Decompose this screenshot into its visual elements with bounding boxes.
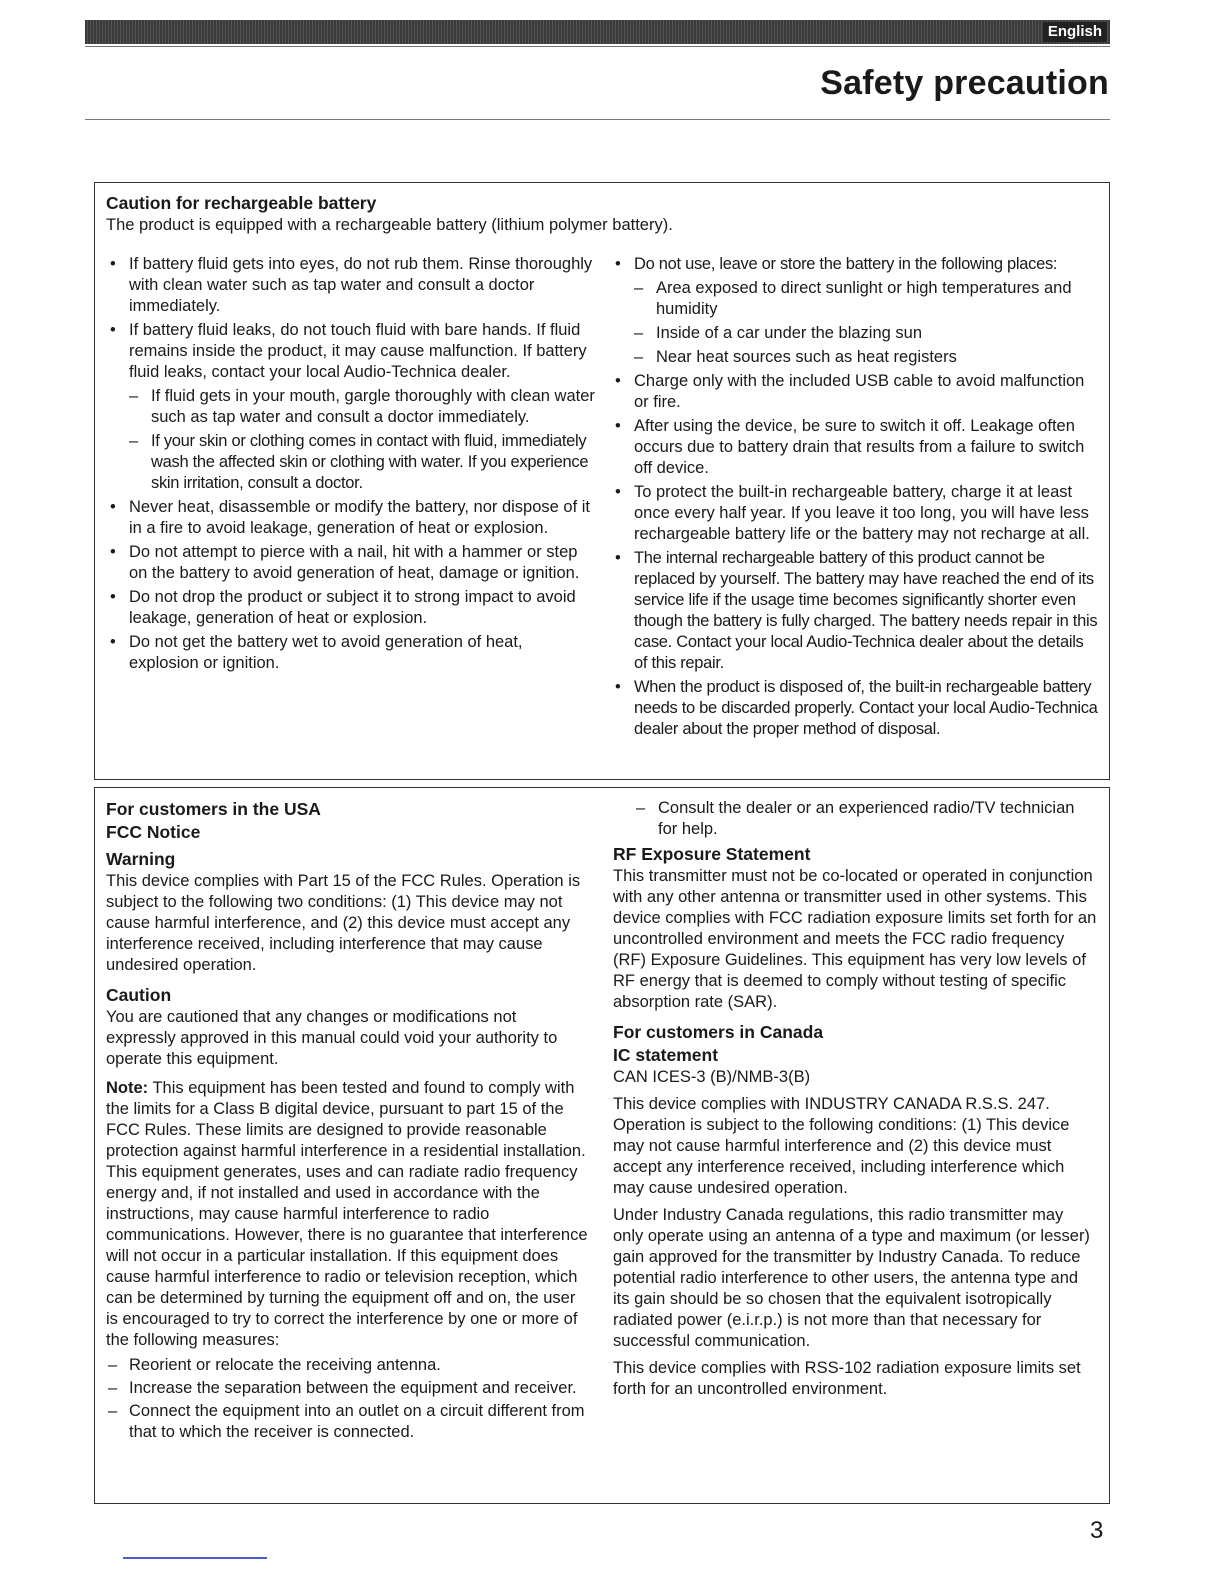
list-subitem: – Near heat sources such as heat registers (611, 347, 1099, 368)
ic-text-3: This device complies with RSS-102 radiation exposure limits set forth for an uncontrolled environment. (613, 1359, 1081, 1398)
note-text: This equipment has been tested and found to comply with the limits for a Class B digital device, pursuant to part 15 of the FCC Rules. These limits are designed to provide reasonable protection against harmful interference in a residential installation. This equipment generates, uses and can radiate radio frequency energy and, if not installed and used in accordance with the instructions, may cause harmful interference to radio communications. However, there is no guarantee that interference will not occur in a particular installation. If this equipment does cause harmful interference to radio or television reception, which can be determined by turning the equipment off and on, the user is encouraged to try to correct the interference by one or more of the following measures: (106, 1079, 588, 1349)
rf-text: This transmitter must not be co-located or operated in conjunction with any other antenna or transmitter used in other systems. This device complies with FCC radiation exposure limits set forth for an uncontrolled environment and meets the FCC radio frequency (RF) Exposure Guidelines. This equipment has very low levels of RF energy that is deemed to comply without testing of specific absorption rate (SAR). (613, 867, 1097, 1011)
fcc-left-column (106, 798, 590, 1445)
measure-item: – Connect the equipment into an outlet on a circuit different from that to which the receiver is connected. (106, 1401, 590, 1443)
list-item: • When the product is disposed of, the built-in rechargeable battery needs to be discarded properly. Contact your local Audio-Technica dealer about the proper method of disposal. (611, 677, 1099, 740)
list-subitem: – Area exposed to direct sunlight or high temperatures and humidity (611, 278, 1099, 320)
list-subitem: – If your skin or clothing comes in contact with fluid, immediately wash the affected skin or clothing with water. If you experience skin irritation, consult a doctor. (106, 431, 596, 494)
measure-item: – Increase the separation between the equipment and receiver. (106, 1378, 590, 1399)
fcc-right-column (613, 798, 1097, 1400)
caution-text: You are cautioned that any changes or modifications not expressly approved in this manual could void your authority to operate this equipment. (106, 1008, 558, 1068)
list-item: • The internal rechargeable battery of this product cannot be replaced by yourself. The battery may have reached the end of its service life if the usage time becomes significantly shorter even though the battery is fully charged. The battery needs repair in this case. Contact your local Audio-Technica dealer about the details of this repair. (611, 548, 1099, 674)
list-item: • Charge only with the included USB cable to avoid malfunction or fire. (611, 371, 1099, 413)
page-title: Safety precaution (820, 64, 1109, 102)
canada-heading: For customers in Canada (613, 1022, 824, 1042)
list-item: • After using the device, be sure to switch it off. Leakage often occurs due to battery drain that results from a failure to switch off device. (611, 416, 1099, 479)
usa-heading: For customers in the USA (106, 799, 321, 819)
caution-heading: Caution (106, 985, 172, 1005)
list-item: • Do not use, leave or store the battery in the following places: (611, 254, 1099, 275)
note-paragraph (106, 1078, 590, 1351)
ic-code: CAN ICES-3 (B)/NMB-3(B) (613, 1068, 811, 1086)
battery-right-column (611, 254, 1099, 743)
ic-heading: IC statement (613, 1045, 719, 1065)
list-subitem: – Inside of a car under the blazing sun (611, 323, 1099, 344)
battery-left-column (106, 254, 596, 677)
page-number: 3 (1090, 1517, 1104, 1544)
battery-header (106, 192, 1096, 236)
list-item: • Do not get the battery wet to avoid generation of heat, explosion or ignition. (106, 632, 596, 674)
list-item: • Do not drop the product or subject it to strong impact to avoid leakage, generation of heat or explosion. (106, 587, 596, 629)
header-bar (85, 20, 1110, 44)
list-item: • If battery fluid leaks, do not touch fluid with bare hands. If fluid remains inside the product, it may cause malfunction. If battery fluid leaks, contact your local Audio-Technica dealer. (106, 320, 596, 383)
ic-text-2: Under Industry Canada regulations, this radio transmitter may only operate using an antenna of a type and maximum (or lesser) gain approved for the transmitter by Industry Canada. To reduce potential radio interference to other users, the antenna type and its gain should be so chosen that the equivalent isotropically radiated power (e.i.r.p.) is not more than that necessary for successful communication. (613, 1206, 1090, 1350)
battery-heading: Caution for rechargeable battery (106, 193, 377, 213)
ic-text-1: This device complies with INDUSTRY CANADA R.S.S. 247. Operation is subject to the following conditions: (1) This device may not cause harmful interference and (2) this device must accept any interference received, including interference which may cause undesired operation. (613, 1095, 1070, 1197)
warning-text: This device complies with Part 15 of the FCC Rules. Operation is subject to the following two conditions: (1) This device may not cause harmful interference, and (2) this device must accept any interference received, including interference that may cause undesired operation. (106, 872, 581, 974)
list-item: • If battery fluid gets into eyes, do not rub them. Rinse thoroughly with clean water such as tap water and consult a doctor immediately. (106, 254, 596, 317)
warning-heading: Warning (106, 849, 176, 869)
language-tag: English (1043, 22, 1107, 42)
fcc-notice-heading: FCC Notice (106, 822, 201, 842)
note-label: Note: (106, 1079, 149, 1097)
measure-item: – Reorient or relocate the receiving antenna. (106, 1355, 590, 1376)
list-item: • Do not attempt to pierce with a nail, hit with a hammer or step on the battery to avoid generation of heat, damage or ignition. (106, 542, 596, 584)
title-rule (85, 119, 1110, 120)
list-item: • Never heat, disassemble or modify the battery, nor dispose of it in a fire to avoid leakage, generation of heat or explosion. (106, 497, 596, 539)
header-rule (85, 46, 1110, 47)
battery-intro: The product is equipped with a rechargeable battery (lithium polymer battery). (106, 216, 673, 234)
list-subitem: – If fluid gets in your mouth, gargle thoroughly with clean water such as tap water and consult a doctor immediately. (106, 386, 596, 428)
footer-line (123, 1557, 267, 1559)
measure-item: – Consult the dealer or an experienced radio/TV technician for help. (613, 798, 1097, 840)
list-item: • To protect the built-in rechargeable battery, charge it at least once every half year. If you leave it too long, you will have less rechargeable battery life or the battery may not recharge at all. (611, 482, 1099, 545)
rf-heading: RF Exposure Statement (613, 844, 811, 864)
